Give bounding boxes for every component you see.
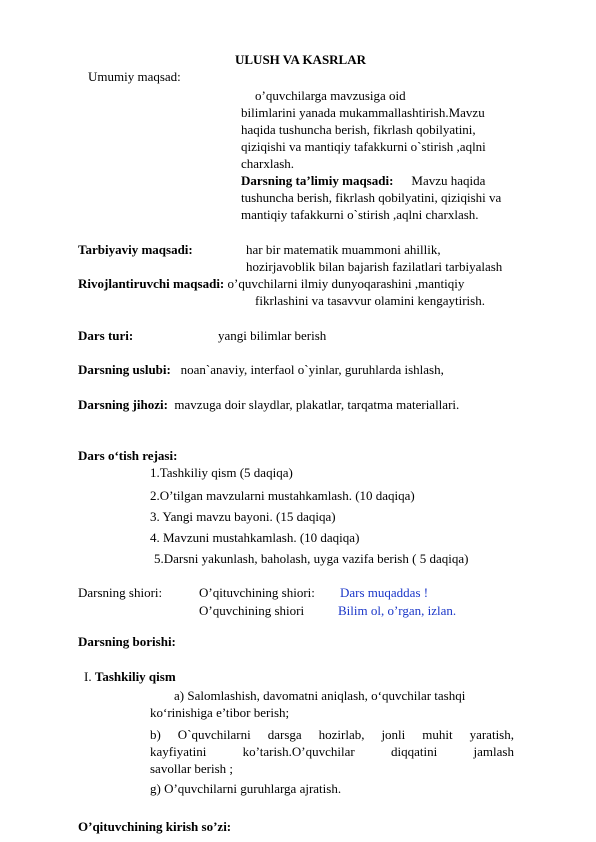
darsning-jihozi-value: mavzuga doir slaydlar, plakatlar, tarqatma materiallari.: [174, 397, 460, 412]
oquvchi-shiori-value: Bilim ol, o’rgan, izlan.: [338, 603, 457, 618]
tashkiliy-qism-label: Tashkiliy qism: [94, 669, 176, 684]
tashkiliy-item-g: g) O’quvchilarni guruhlarga ajratish.: [150, 781, 342, 796]
darsning-jihozi-row: [78, 397, 459, 412]
talimiy-maqsad-line: mantiqiy tafakkurni o`stirish ,aqlni charxlash.: [241, 207, 479, 222]
umumiy-maqsad-label: Umumiy maqsad:: [88, 69, 181, 84]
section-number: I.: [84, 669, 92, 684]
talimiy-maqsad-label: Darsning ta’limiy maqsadi:: [241, 173, 394, 188]
tarbiyaviy-maqsad-line: har bir matematik muammoni ahillik,: [246, 242, 441, 257]
rivojlantiruvchi-maqsad-line: fikrlashini va tasavvur olamini kengaytirish.: [255, 293, 485, 308]
talimiy-maqsad-row: [241, 173, 485, 188]
rivojlantiruvchi-maqsad-row: [78, 276, 464, 291]
dars-rejasi-label: Dars o‘tish rejasi:: [78, 448, 178, 463]
dars-turi-label: Dars turi:: [78, 328, 134, 343]
oqituvchi-shiori-label: O’qituvchining shiori:: [199, 585, 315, 600]
reja-item: 1.Tashkiliy qism (5 daqiqa): [150, 465, 293, 480]
tashkiliy-qism-heading: [84, 669, 176, 684]
darsning-uslubi-row: [78, 362, 444, 377]
tashkiliy-item-b: kayfiyatini ko’tarish.O’quvchilar diqqatini jamlash: [150, 744, 514, 759]
reja-item: 4. Mavzuni mustahkamlash. (10 daqiqa): [150, 530, 360, 545]
talimiy-maqsad-line: tushuncha berish, fikrlash qobilyatini, qiziqishi va: [241, 190, 502, 205]
tashkiliy-item-b: b) O`quvchilarni darsga hozirlab, jonli muhit yaratish,: [150, 727, 514, 742]
umumiy-maqsad-line: qiziqishi va mantiqiy tafakkurni o`stirish ,aqlni: [241, 139, 486, 154]
umumiy-maqsad-line: haqida tushuncha berish, fikrlash qobilyatini,: [241, 122, 476, 137]
darsning-shiori-label: Darsning shiori:: [78, 585, 163, 600]
oquvchi-shiori-label: O’quvchining shiori: [199, 603, 305, 618]
darsning-borishi-heading: Darsning borishi:: [78, 634, 176, 649]
reja-item: 5.Darsni yakunlash, baholash, uyga vazifa berish ( 5 daqiqa): [154, 551, 469, 566]
tashkiliy-item-b: savollar berish ;: [150, 761, 234, 776]
rivojlantiruvchi-maqsad-line: o’quvchilarni ilmiy dunyoqarashini ,mantiqiy: [227, 276, 465, 291]
reja-item: 3. Yangi mavzu bayoni. (15 daqiqa): [150, 509, 336, 524]
talimiy-maqsad-first: Mavzu haqida: [411, 173, 486, 188]
tashkiliy-item-a: a) Salomlashish, davomatni aniqlash, o‘quvchilar tashqi: [174, 688, 466, 703]
document-title: ULUSH VA KASRLAR: [235, 52, 367, 67]
rivojlantiruvchi-maqsad-label: Rivojlantiruvchi maqsadi:: [78, 276, 225, 291]
darsning-uslubi-label: Darsning uslubi:: [78, 362, 171, 377]
tashkiliy-item-a: ko‘rinishiga e’tibor berish;: [150, 705, 290, 720]
kirish-sozi-heading: O’qituvchining kirish so’zi:: [78, 819, 232, 834]
tarbiyaviy-maqsad-label: Tarbiyaviy maqsadi:: [78, 242, 193, 257]
umumiy-maqsad-line: bilimlarini yanada mukammallashtirish.Mavzu: [241, 105, 485, 120]
darsning-uslubi-value: noan`anaviy, interfaol o`yinlar, guruhlarda ishlash,: [180, 362, 444, 377]
umumiy-maqsad-line: o’quvchilarga mavzusiga oid: [255, 88, 406, 103]
reja-item: 2.O’tilgan mavzularni mustahkamlash. (10 daqiqa): [150, 488, 415, 503]
tarbiyaviy-maqsad-line: hozirjavoblik bilan bajarish fazilatlari tarbiyalash: [246, 259, 503, 274]
dars-turi-value: yangi bilimlar berish: [218, 328, 327, 343]
darsning-jihozi-label: Darsning jihozi:: [78, 397, 168, 412]
oqituvchi-shiori-value: Dars muqaddas !: [340, 585, 429, 600]
umumiy-maqsad-line: charxlash.: [241, 156, 295, 171]
